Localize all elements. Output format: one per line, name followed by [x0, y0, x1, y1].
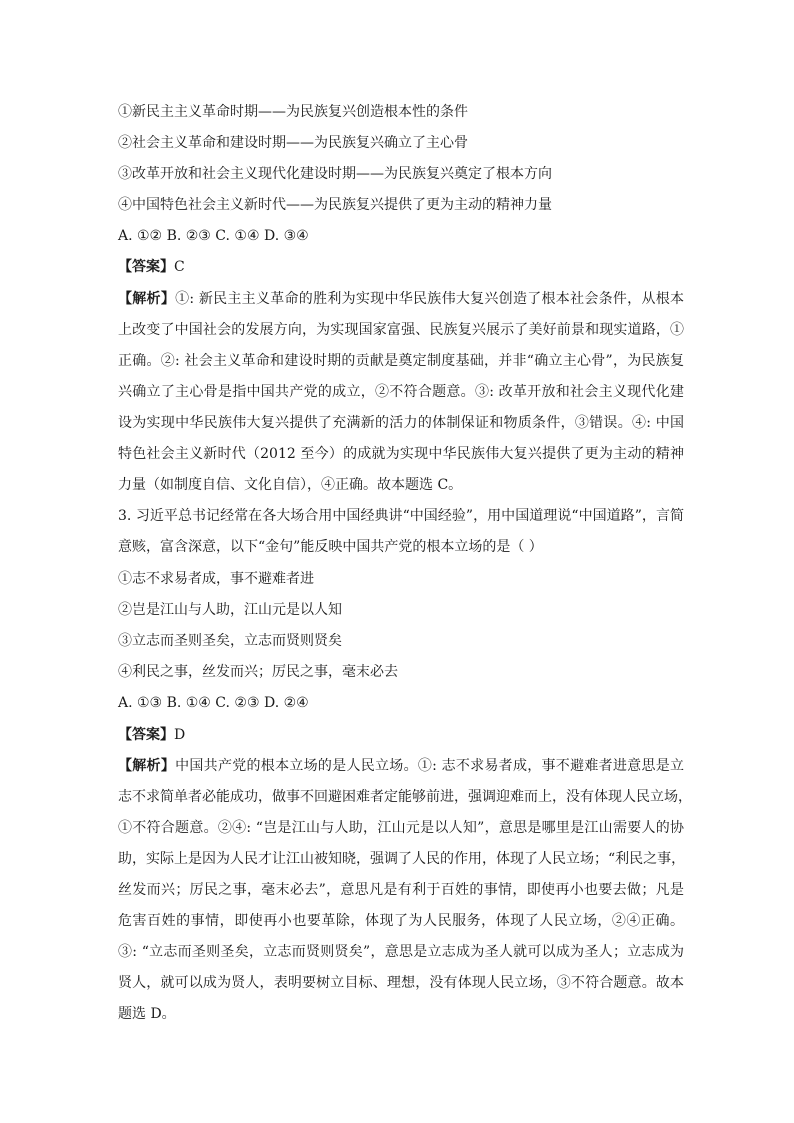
- q3-answer-value: D: [174, 727, 186, 743]
- q2-answer-value: C: [174, 259, 185, 275]
- q3-analysis-line-3: ①不符合题意。②④: “岂是江山与人助，江山元是以人知”，意思是哪里是江山需要人的协: [118, 820, 684, 836]
- q2-analysis-label: 【解析】: [118, 291, 176, 307]
- q3-option-4: ④利民之事，丝发而兴；厉民之事，毫末必去: [118, 664, 398, 680]
- q3-choices: A. ①③ B. ①④ C. ②③ D. ②④: [118, 695, 309, 711]
- q2-analysis-line-7: 力量（如制度自信、文化自信），④正确。故本题选 C。: [118, 477, 463, 493]
- q3-analysis-line-7: ③: “立志而圣则圣矣，立志而贤则贤矣”，意思是立志成为圣人就可以成为圣人；立志成为: [118, 944, 684, 960]
- q3-analysis-label: 【解析】: [118, 758, 176, 774]
- q3-answer-label: 【答案】: [118, 727, 174, 743]
- q3-analysis-line-5: 丝发而兴；厉民之事，毫末必去”，意思凡是有利于百姓的事情，即使再小也要去做；凡是: [118, 882, 684, 898]
- q2-analysis-line-4: 兴确立了主心骨是指中国共产党的成立，②不符合题意。③: 改革开放和社会主义现代化建: [118, 384, 684, 400]
- q3-analysis-line-1: [118, 756, 684, 776]
- q2-analysis-line-2: 上改变了中国社会的发展方向，为实现国家富强、民族复兴展示了美好前景和现实道路，①: [118, 322, 684, 338]
- q2-analysis-line-5: 设为实现中华民族伟大复兴提供了充满新的活力的体制保证和物质条件，③错误。④: 中国: [118, 415, 684, 431]
- q3-stem-line-2: 意赅，富含深意，以下“金句”能反映中国共产党的根本立场的是（ ）: [118, 539, 543, 555]
- q3-option-2: ②岂是江山与人助，江山元是以人知: [118, 602, 342, 618]
- q3-analysis-line-9: 题选 D。: [118, 1006, 176, 1022]
- q3-answer: [118, 725, 185, 745]
- q2-option-2: ②社会主义革命和建设时期——为民族复兴确立了主心骨: [118, 135, 468, 151]
- q2-analysis-line-3: 正确。②: 社会主义革命和建设时期的贡献是奠定制度基础，并非“确立主心骨”，为民族复: [118, 353, 684, 369]
- q2-option-1: ①新民主主义革命时期——为民族复兴创造根本性的条件: [118, 104, 468, 120]
- q2-answer-label: 【答案】: [118, 259, 174, 275]
- q3-analysis-line-8: 贤人，就可以成为贤人，表明要树立目标、理想，没有体现人民立场，③不符合题意。故本: [118, 975, 684, 991]
- q3-option-1: ①志不求易者成，事不避难者进: [118, 571, 314, 587]
- q2-answer: [118, 257, 185, 277]
- q2-analysis-line-1: [118, 289, 684, 309]
- q2-analysis-text-1: ①: 新民主主义革命的胜利为实现中华民族伟大复兴创造了根本社会条件，从根本: [175, 291, 685, 307]
- q3-analysis-text-1: 中国共产党的根本立场的是人民立场。①: 志不求易者成，事不避难者进意思是立: [175, 758, 685, 774]
- q3-option-3: ③立志而圣则圣矣，立志而贤则贤矣: [118, 633, 342, 649]
- q3-analysis-line-6: 危害百姓的事情，即使再小也要革除，体现了为人民服务，体现了人民立场，②④正确。: [118, 913, 684, 929]
- q3-stem-line-1: 3. 习近平总书记经常在各大场合用中国经典讲“中国经验”，用中国道理说“中国道路”，言简: [118, 508, 684, 524]
- q2-choices: A. ①② B. ②③ C. ①④ D. ③④: [118, 228, 309, 244]
- q3-analysis-line-2: 志不求简单者必能成功，做事不回避困难者定能够前进，强调迎难而上，没有体现人民立场，: [118, 789, 692, 805]
- q2-option-3: ③改革开放和社会主义现代化建设时期——为民族复兴奠定了根本方向: [118, 166, 552, 182]
- q3-analysis-line-4: 助，实际上是因为人民才让江山被知晓，强调了人民的作用，体现了人民立场；“利民之事，: [118, 851, 686, 867]
- q2-analysis-line-6: 特色社会主义新时代（2012 至今）的成就为实现中华民族伟大复兴提供了更为主动的精神: [118, 446, 684, 462]
- q2-option-4: ④中国特色社会主义新时代——为民族复兴提供了更为主动的精神力量: [118, 197, 552, 213]
